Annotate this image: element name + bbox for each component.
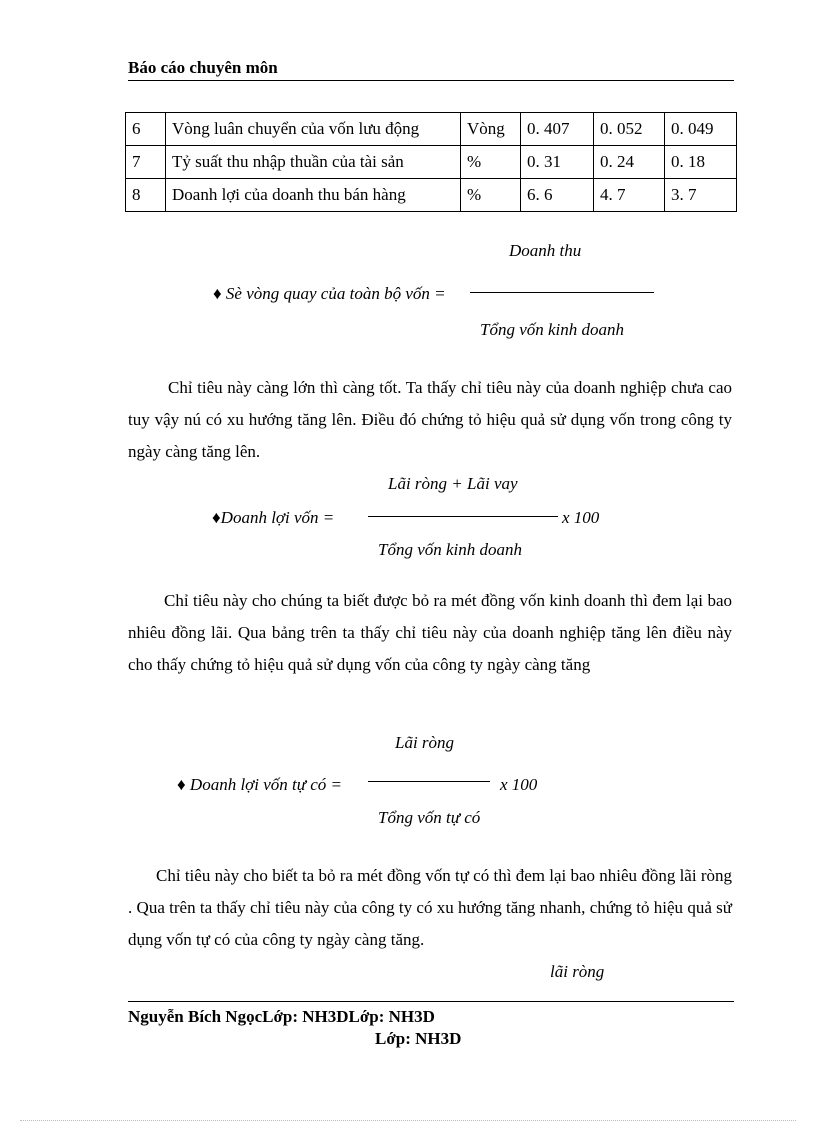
- value-cell: 4. 7: [594, 179, 665, 212]
- row-number: 7: [126, 146, 166, 179]
- footer-author-line: Nguyễn Bích NgọcLớp: NH3DLớp: NH3D: [128, 1007, 435, 1026]
- value-cell: 3. 7: [665, 179, 737, 212]
- formula-3-label: ♦ Doanh lợi vốn tự có =: [177, 775, 343, 794]
- unit-cell: %: [461, 146, 521, 179]
- formula-3-fraction-line: [368, 781, 490, 782]
- value-cell: 6. 6: [521, 179, 594, 212]
- paragraph-2: Chỉ tiêu này cho chúng ta biết được bỏ ra mét đồng vốn kinh doanh thì đem lại bao nhiêu đồng lãi. Qua bảng trên ta thấy chỉ tiêu này của doanh nghiệp tăng lên điều này cho thấy chứng tỏ hiệu quả sử dụng vốn của công ty ngày càng tăng: [128, 591, 732, 674]
- table-row: [126, 146, 737, 179]
- indicator-table: [125, 112, 737, 212]
- unit-cell: Vòng: [461, 113, 521, 146]
- indicator-name: Tỷ suất thu nhập thuần của tài sản: [166, 146, 461, 179]
- formula-3-multiplier: x 100: [500, 775, 538, 794]
- footer-class-line: Lớp: NH3D: [375, 1029, 462, 1048]
- value-cell: 0. 407: [521, 113, 594, 146]
- value-cell: 0. 18: [665, 146, 737, 179]
- page-header-title: Báo cáo chuyên môn: [128, 58, 278, 77]
- formula-2-fraction-line: [368, 516, 558, 517]
- formula-3-numerator: Lãi ròng: [395, 733, 455, 752]
- value-cell: 0. 049: [665, 113, 737, 146]
- page-bottom-border: [20, 1120, 796, 1121]
- indicator-name: Doanh lợi của doanh thu bán hàng: [166, 179, 461, 212]
- indicator-name: Vòng luân chuyển của vốn lưu động: [166, 113, 461, 146]
- formula-1-numerator: Doanh thu: [509, 241, 582, 260]
- value-cell: 0. 31: [521, 146, 594, 179]
- table-row: [126, 179, 737, 212]
- paragraph-3: Chỉ tiêu này cho biết ta bỏ ra mét đồng vốn tự có thì đem lại bao nhiêu đồng lãi ròng . Qua trên ta thấy chỉ tiêu này của công ty có xu hướng tăng nhanh, chứng tỏ hiệu quả sử dụng vốn tự có của công ty ngày càng tăng.: [128, 866, 732, 949]
- value-cell: 0. 052: [594, 113, 665, 146]
- table-row: [126, 113, 737, 146]
- formula-3-denominator: Tổng vốn tự có: [378, 808, 481, 827]
- value-cell: 0. 24: [594, 146, 665, 179]
- trailing-numerator: lãi ròng: [550, 962, 605, 981]
- paragraph-1: Chỉ tiêu này càng lớn thì càng tốt. Ta thấy chỉ tiêu này của doanh nghiệp chưa cao tuy vậy nú có xu hướng tăng lên. Điều đó chứng tỏ hiệu quả sử dụng vốn trong công ty ngày càng tăng lên.: [128, 378, 732, 461]
- row-number: 8: [126, 179, 166, 212]
- footer-divider: [128, 1001, 734, 1002]
- formula-2-numerator: Lãi ròng + Lãi vay: [388, 474, 518, 493]
- formula-2-multiplier: x 100: [562, 508, 600, 527]
- formula-2-label: ♦Doanh lợi vốn =: [212, 508, 335, 527]
- formula-1-fraction-line: [470, 292, 654, 293]
- header-divider: [128, 80, 734, 81]
- unit-cell: %: [461, 179, 521, 212]
- formula-1-label: ♦ Sè vòng quay của toàn bộ vốn =: [213, 284, 446, 303]
- row-number: 6: [126, 113, 166, 146]
- formula-2-denominator: Tổng vốn kinh doanh: [378, 540, 523, 559]
- formula-1-denominator: Tổng vốn kinh doanh: [480, 320, 625, 339]
